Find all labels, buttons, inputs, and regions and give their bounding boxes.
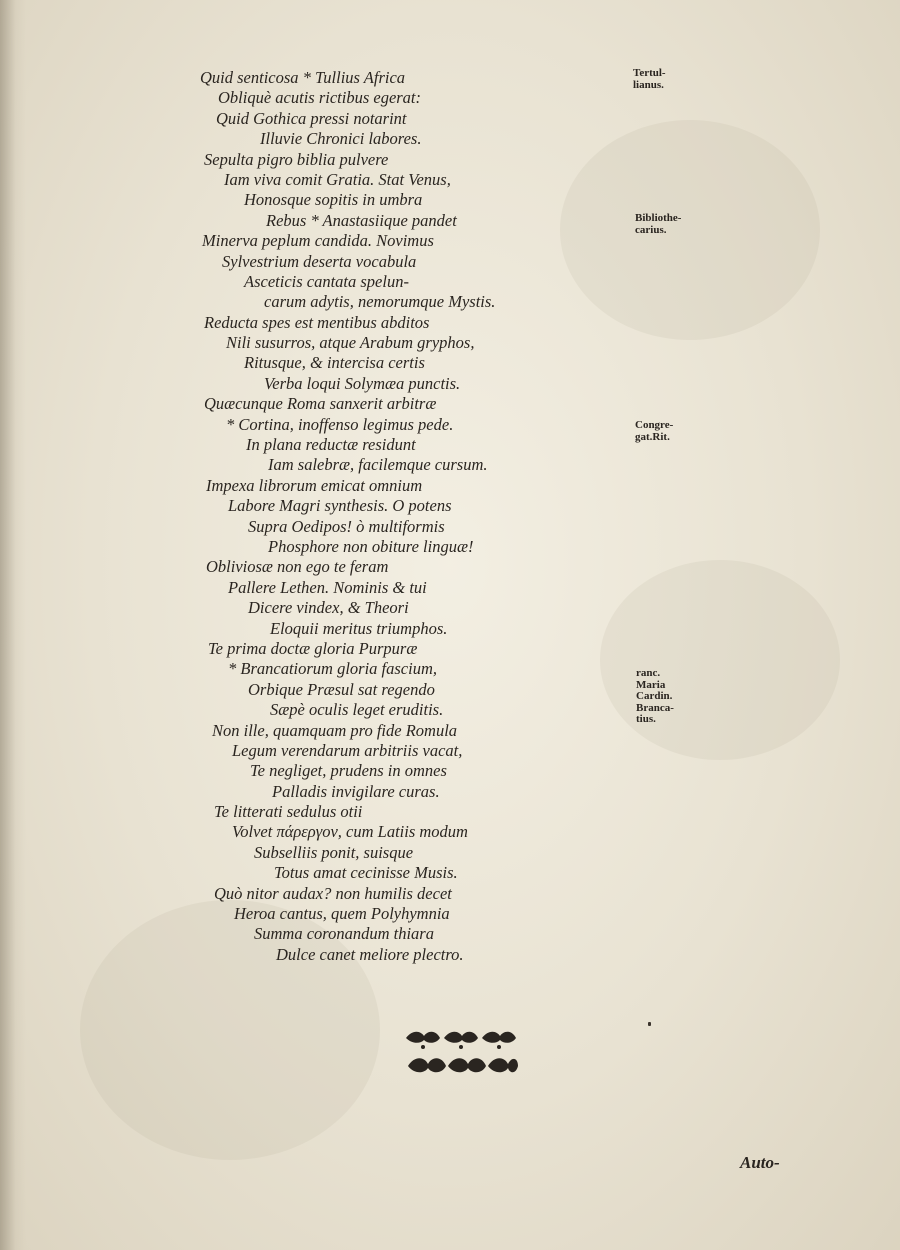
poem-line: Subselliis ponit, suisque — [254, 842, 414, 862]
poem-line: In plana reductæ residunt — [246, 435, 416, 455]
poem-line: Summa coronandum thiara — [254, 924, 434, 944]
poem-line: Ritusque, & intercisa certis — [244, 353, 425, 373]
poem-line: Quò nitor audax? non humilis decet — [214, 883, 452, 903]
poem-line: Legum verendarum arbitriis vacat, — [232, 740, 463, 760]
poem-line: Dulce canet meliore plectro. — [276, 944, 464, 964]
poem-line: Dicere vindex, & Theori — [248, 598, 409, 618]
poem-line: Impexa librorum emicat omnium — [206, 475, 423, 495]
poem-line: Volvet πάρεργον, cum Latiis modum — [232, 822, 468, 842]
poem-line: Sepulta pigro biblia pulvere — [204, 149, 389, 169]
binding-shadow — [0, 0, 26, 1250]
poem-line: Non ille, quamquam pro fide Romula — [212, 720, 458, 740]
poem-line: Rebus * Anastasiique pandet — [266, 210, 457, 230]
poem-line: Quæcunque Roma sanxerit arbitræ — [204, 394, 437, 414]
printers-ornament-icon — [402, 1028, 520, 1078]
poem-line: Iam viva comit Gratia. Stat Venus, — [224, 169, 451, 189]
poem-line: Iam salebræ, facilemque cursum. — [268, 455, 488, 475]
poem-line: Asceticis cantata spelun- — [244, 271, 409, 291]
poem-line: Obliviosæ non ego te feram — [206, 557, 389, 577]
poem-line: Quid Gothica pressi notarint — [216, 108, 407, 128]
catchword: Auto- — [740, 1153, 780, 1172]
poem-line: Supra Oedipos! ò multiformis — [248, 516, 445, 536]
poem-line: Pallere Lethen. Nominis & tui — [228, 577, 427, 597]
poem-text — [200, 68, 600, 965]
poem-line: Quid senticosa * Tullius Africa — [200, 68, 406, 87]
poem-line: Heroa cantus, quem Polyhymnia — [234, 904, 450, 924]
margin-note-congregatio-rituum: Congre- gat.Rit. — [635, 419, 674, 443]
poem-line: Minerva peplum candida. Novimus — [202, 231, 434, 251]
poem-line: Labore Magri synthesis. O potens — [228, 496, 452, 516]
poem-line: * Brancatiorum gloria fascium, — [228, 659, 437, 679]
poem-line: Eloquii meritus triumphos. — [270, 618, 448, 638]
poem-line: Totus amat cecinisse Musis. — [274, 863, 458, 883]
paper-stain — [600, 560, 840, 760]
poem-line: Orbique Præsul sat regendo — [248, 679, 435, 699]
poem-line: Te litterati sedulus otii — [214, 802, 363, 822]
poem-line: * Cortina, inoffenso legimus pede. — [226, 414, 454, 434]
poem-line: Phosphore non obiture linguæ! — [268, 536, 474, 556]
poem-line: Reducta spes est mentibus abditos — [204, 312, 430, 332]
poem-line: carum adytis, nemorumque Mystis. — [264, 292, 496, 312]
margin-note-tertullianus: Tertul- lianus. — [633, 67, 666, 91]
ink-speck — [648, 1022, 651, 1026]
margin-note-brancatius: ranc. Maria Cardin. Branca- tius. — [636, 667, 674, 725]
poem-line: Nili susurros, atque Arabum gryphos, — [226, 333, 475, 353]
poem-line: Sylvestrium deserta vocabula — [222, 251, 417, 271]
poem-line: Palladis invigilare curas. — [272, 781, 440, 801]
poem-line: Verba loqui Solymæa punctis. — [264, 373, 461, 393]
poem-line: Illuvie Chronici labores. — [260, 129, 422, 149]
poem-line: Obliquè acutis rictibus egerat: — [218, 88, 422, 108]
poem-line: Te negliget, prudens in omnes — [250, 761, 447, 781]
poem-line: Honosque sopitis in umbra — [244, 190, 423, 210]
poem-line: Te prima doctæ gloria Purpuræ — [208, 638, 418, 658]
margin-note-bibliothecarius: Bibliothe- carius. — [635, 212, 682, 236]
poem-line: Sæpè oculis leget eruditis. — [270, 700, 444, 720]
